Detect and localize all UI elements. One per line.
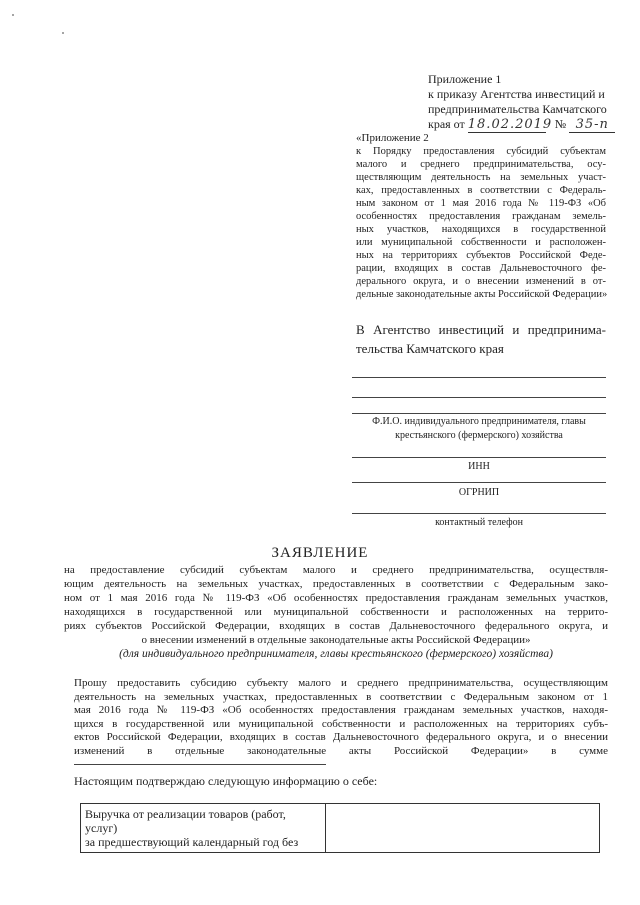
appendix1-line2: к приказу Агентства инвестиций и	[428, 87, 605, 101]
appendix2-line: ных на территориях субъектов Российской Феде-	[356, 250, 606, 261]
number-label: №	[554, 117, 567, 131]
scan-speck	[62, 32, 64, 34]
table-cell-label	[81, 804, 326, 853]
table-label-line: за предшествующий календарный год без	[85, 835, 299, 849]
appendix2-line: ществляющим деятельность на земельных участ-	[356, 172, 606, 183]
statement-italic-line: (для индивидуального предпринимателя, главы крестьянского (фермерского) хозяйства)	[119, 648, 553, 660]
appendix2-line: «Приложение 2	[356, 132, 429, 144]
fio-rule	[352, 413, 606, 414]
scan-speck	[12, 14, 14, 16]
addressee-line1: В Агентство инвестиций и предпринима-	[356, 322, 606, 337]
fio-caption-1: Ф.И.О. индивидуального предпринимателя, главы	[372, 416, 586, 427]
statement-line: ном от 1 мая 2016 года № 119-ФЗ «Об особенностях предоставления гражданам земельных участков,	[64, 592, 608, 604]
phone-rule	[352, 513, 606, 514]
statement-line: находящихся в государственной или муниципальной собственности и расположенных на террито-	[64, 606, 608, 618]
table-cell-value[interactable]	[326, 804, 600, 853]
appendix2-line: ных участков, находящихся в государственной	[356, 224, 606, 235]
amount-rule	[74, 764, 326, 765]
appendix2-block	[356, 132, 606, 301]
appendix2-line: малого и среднего предпринимательства, осу-	[356, 159, 606, 170]
statement-line: ющим деятельность на земельных участках, предоставленных в соответствии с Федеральным зако-	[64, 578, 608, 590]
date-prefix: края от	[428, 117, 465, 131]
appendix2-line: рации, входящих в состав Дальневосточного фе-	[356, 263, 606, 274]
statement-subtitle	[64, 563, 608, 661]
appendix2-line: к Порядку предоставления субсидий субъектам	[356, 146, 606, 157]
appendix1-title: Приложение 1	[428, 72, 502, 86]
handwritten-date: 18.02.2019	[467, 117, 553, 132]
appendix2-line: особенностях предоставления гражданам земель-	[356, 211, 606, 222]
request-paragraph	[74, 677, 608, 758]
request-line: изменений в отдельные законодательные акты Российской Федерации» в сумме	[74, 744, 608, 757]
fio-caption-2: крестьянского (фермерского) хозяйства	[395, 430, 563, 441]
request-line: щихся в государственной или муниципальной собственности и расположенных на территориях субъ-	[74, 717, 608, 730]
appendix2-line: дельные законодательные акты Российской Федерации»	[356, 289, 608, 300]
handwritten-number: 35-п	[569, 118, 615, 133]
appendix2-line: дерального округа, и о внесении изменений в от-	[356, 276, 606, 287]
table-row	[81, 804, 600, 853]
appendix2-line: или муниципальной собственности и расположен-	[356, 237, 606, 248]
statement-line: на предоставление субсидий субъектам малого и среднего предпринимательства, осуществля-	[64, 564, 608, 576]
request-line: деятельность на земельных участках, предоставленных в соответствии с Федеральным законом от 1	[74, 690, 608, 703]
request-line: мая 2016 года № 119-ФЗ «Об особенностях предоставления гражданам земельных участков, находя-	[74, 704, 608, 716]
inn-caption: ИНН	[468, 461, 490, 472]
request-line: ектов Российской Федерации, входящих в состав Дальневосточного федерального округа, и о внесении	[74, 731, 608, 743]
appendix1-line3: предпринимательства Камчатского	[428, 102, 607, 116]
request-line: Прошу предоставить субсидию субъекту малого и среднего предпринимательства, осуществляющим	[74, 677, 608, 689]
ogrnip-rule	[352, 482, 606, 483]
fio-rule	[352, 377, 606, 378]
table-label-line: Выручка от реализации товаров (работ, услуг)	[85, 807, 286, 835]
confirm-line: Настоящим подтверждаю следующую информацию о себе:	[74, 774, 378, 788]
appendix1-date-line	[428, 117, 615, 133]
appendix2-line: ках, предоставленных в соответствии с Федераль-	[356, 185, 606, 196]
ogrnip-caption: ОГРНИП	[458, 487, 500, 498]
statement-title: ЗАЯВЛЕНИЕ	[271, 545, 369, 561]
fio-rule	[352, 397, 606, 398]
statement-line: о внесении изменений в отдельные законодательные акты Российской Федерации»	[141, 634, 531, 646]
appendix2-line: ным законом от 1 мая 2016 года № 119-ФЗ «Об	[356, 198, 606, 209]
phone-caption: контактный телефон	[435, 517, 523, 528]
info-table	[80, 803, 600, 853]
addressee-line2: тельства Камчатского края	[356, 341, 504, 356]
statement-line: риях субъектов Российской Федерации, входящих в состав Дальневосточного федерального округа, и	[64, 620, 608, 632]
inn-rule	[352, 457, 606, 458]
